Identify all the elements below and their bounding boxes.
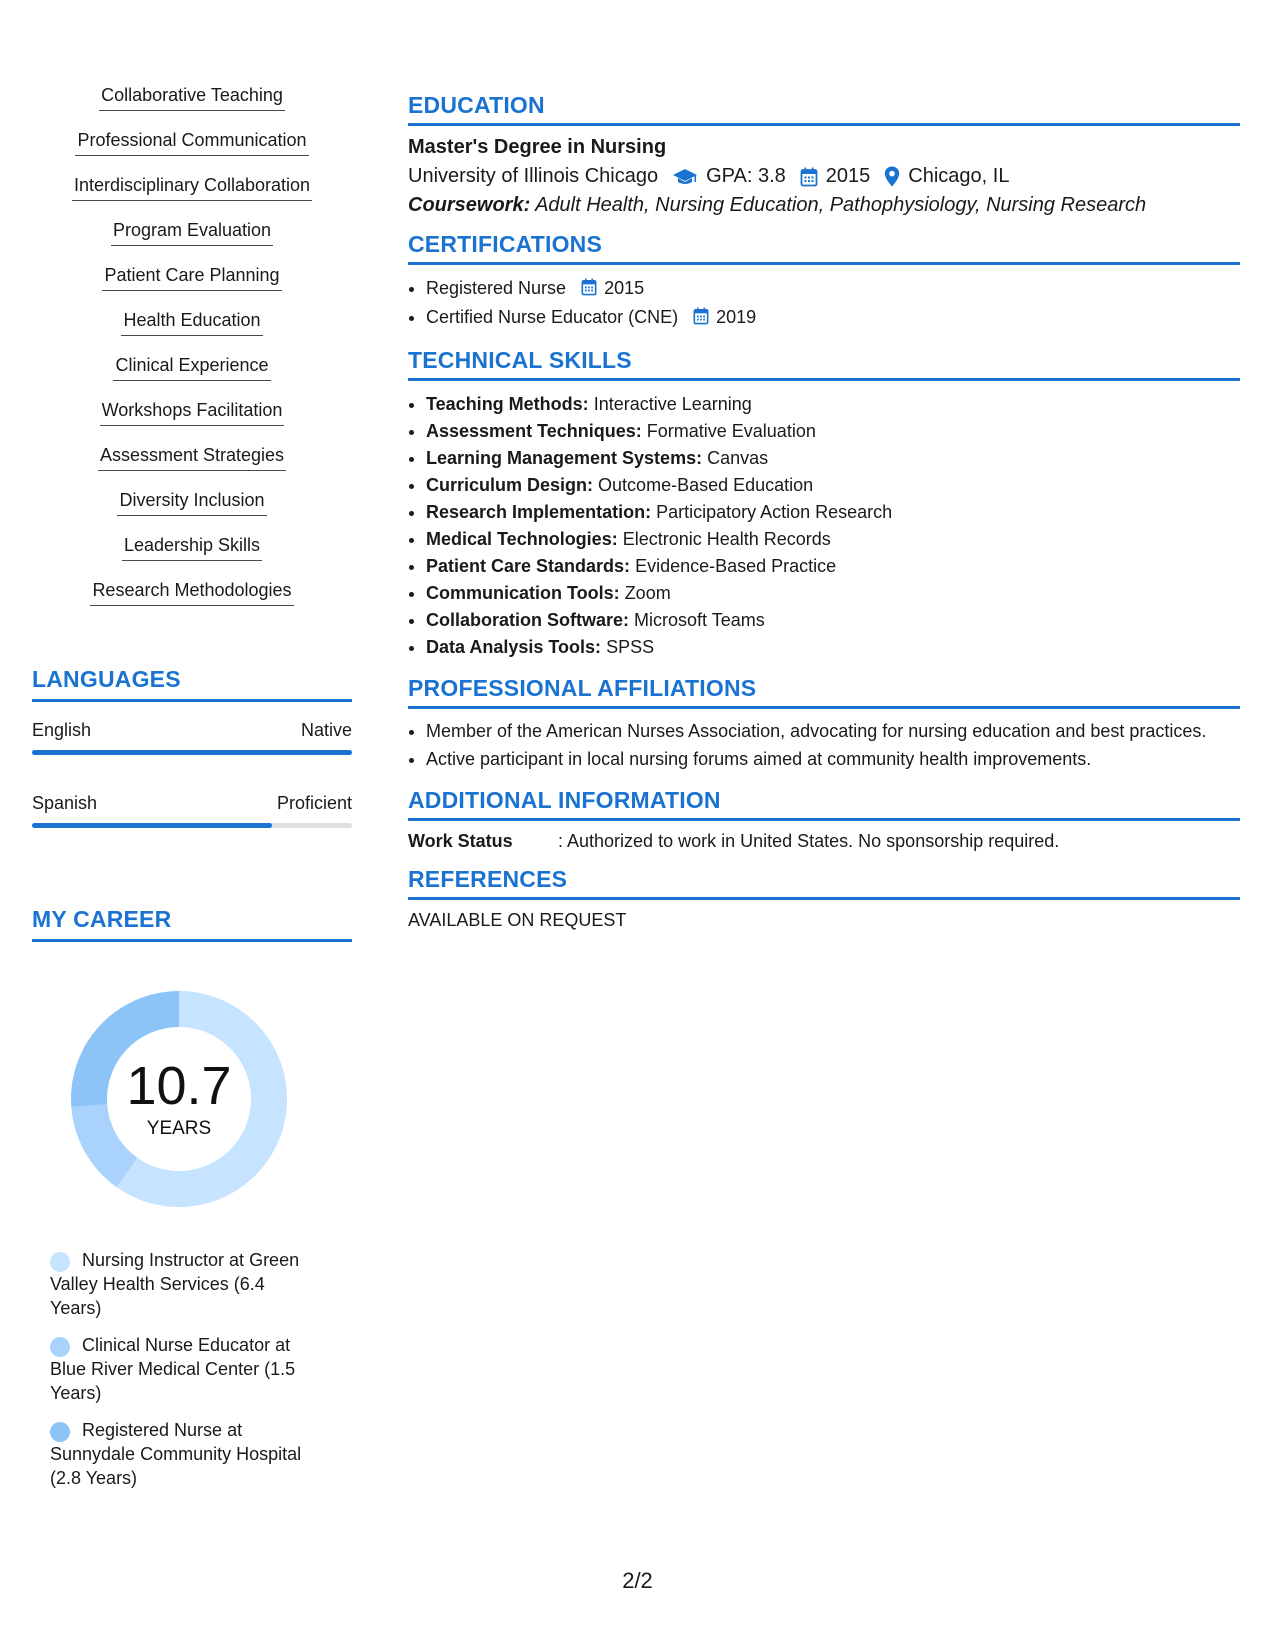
skill-tag: Diversity Inclusion [117,489,266,516]
education-heading: EDUCATION [408,92,1240,126]
skill-tag: Collaborative Teaching [99,84,285,111]
calendar-icon [693,306,709,333]
affiliations-heading: PROFESSIONAL AFFILIATIONS [408,675,1240,709]
references-heading: REFERENCES [408,866,1240,900]
skill-tag: Interdisciplinary Collaboration [72,174,312,201]
skill-value: Microsoft Teams [634,610,765,630]
legend-dot [50,1337,70,1357]
work-status-row [408,831,1240,852]
skill-category: Communication Tools: [426,583,620,603]
degree-title: Master's Degree in Nursing [408,136,667,158]
skill-value: Formative Evaluation [646,421,816,441]
language-bar [32,750,352,755]
skill-tag: Program Evaluation [111,219,273,246]
language-bar [32,823,352,828]
work-status-label: Work Status [408,831,513,851]
skill-category: Teaching Methods: [426,394,589,414]
education-details [408,165,1240,188]
certification-name: Registered Nurse [426,278,567,298]
technical-skill-item [426,391,1240,418]
skill-value: Electronic Health Records [622,529,831,549]
career-total-years: 10.7 [126,1056,232,1116]
certification-item [426,304,1240,333]
language-level: Native [300,720,352,740]
career-section [32,906,352,1490]
calendar-icon [800,167,818,187]
skill-value: Evidence-Based Practice [635,556,837,576]
calendar-icon [581,277,597,304]
skills-list [32,84,352,624]
language-name: English [32,720,92,740]
affiliations-section [408,675,1240,773]
legend-label: Registered Nurse at Sunnydale Community Hospital (2.8 Years) [50,1420,302,1488]
school-location: Chicago, IL [908,165,1010,187]
education-section [408,92,1240,217]
certification-year: 2015 [604,278,645,298]
skill-value: Canvas [707,448,769,468]
technical-skill-item [426,553,1240,580]
skill-tag: Patient Care Planning [102,264,281,291]
certifications-section [408,231,1240,333]
coursework [408,194,1240,217]
certification-year: 2019 [716,307,757,327]
legend-label: Nursing Instructor at Green Valley Health Services (6.4 Years) [50,1250,300,1318]
skill-tag: Research Methodologies [90,579,293,606]
technical-skill-item [426,580,1240,607]
skill-tag: Clinical Experience [113,354,270,381]
languages-heading: LANGUAGES [32,666,352,702]
technical-skill-item [426,472,1240,499]
school-name: University of Illinois Chicago [408,165,659,187]
references-section [408,866,1240,931]
languages-section [32,666,352,828]
legend-item [50,1333,320,1405]
donut-center [64,984,294,1214]
technical-skill-item [426,499,1240,526]
career-heading: MY CAREER [32,906,352,942]
legend-item [50,1418,320,1490]
legend-item [50,1248,320,1320]
skill-category: Collaboration Software: [426,610,630,630]
language-bar-fill [32,750,352,755]
technical-skills-heading: TECHNICAL SKILLS [408,347,1240,381]
technical-skills-list [408,391,1240,661]
skill-category: Data Analysis Tools: [426,637,602,657]
page-number: 2/2 [622,1568,653,1593]
legend-dot [50,1252,70,1272]
skill-category: Medical Technologies: [426,529,618,549]
legend-dot [50,1422,70,1442]
skill-value: Outcome-Based Education [598,475,814,495]
affiliation-item: • Member of the American Nurses Association, advocating for nursing education and best practices. [426,719,1240,743]
skill-category: Assessment Techniques: [426,421,642,441]
skill-tag: Workshops Facilitation [100,399,285,426]
language-row [32,720,352,741]
coursework-label: Coursework: [408,194,531,216]
skill-value: Participatory Action Research [656,502,893,522]
language-row [32,793,352,814]
career-total-unit: YEARS [146,1118,212,1139]
legend-label: Clinical Nurse Educator at Blue River Medical Center (1.5 Years) [50,1335,296,1403]
career-donut-chart [64,984,294,1214]
additional-info-heading: ADDITIONAL INFORMATION [408,787,1240,821]
certification-item [426,275,1240,304]
technical-skill-item [426,607,1240,634]
skill-category: Patient Care Standards: [426,556,631,576]
language-level: Proficient [276,793,352,813]
references-text: AVAILABLE ON REQUEST [408,910,627,930]
technical-skill-item [426,526,1240,553]
affiliations-list [408,719,1240,773]
left-column [32,84,352,1503]
skill-tag: Assessment Strategies [98,444,286,471]
right-column [408,92,1240,931]
graduation-year: 2015 [825,165,871,187]
affiliation-item: • Active participant in local nursing forums aimed at community health improvements. [426,746,1240,773]
skill-category: Learning Management Systems: [426,448,703,468]
graduation-cap-icon [672,167,698,187]
certifications-list [408,275,1240,333]
skill-value: Zoom [624,583,671,603]
language-name: Spanish [32,793,98,813]
skill-value: Interactive Learning [593,394,752,414]
skill-tag: Leadership Skills [122,534,262,561]
technical-skill-item [426,445,1240,472]
skill-category: Curriculum Design: [426,475,594,495]
technical-skill-item [426,418,1240,445]
technical-skill-item [426,634,1240,661]
coursework-list: Adult Health, Nursing Education, Pathophysiology, Nursing Research [535,194,1147,216]
certification-name: Certified Nurse Educator (CNE) [426,307,679,327]
certifications-heading: CERTIFICATIONS [408,231,1240,265]
skill-category: Research Implementation: [426,502,652,522]
skill-value: SPSS [606,637,655,657]
technical-skills-section [408,347,1240,661]
work-status-value: : Authorized to work in United States. No sponsorship required. [558,831,1060,851]
location-pin-icon [884,166,900,187]
skill-tag: Professional Communication [75,129,308,156]
skill-tag: Health Education [121,309,262,336]
gpa: GPA: 3.8 [706,165,786,187]
career-legend [50,1248,320,1490]
language-bar-fill [32,823,272,828]
additional-info-section [408,787,1240,852]
